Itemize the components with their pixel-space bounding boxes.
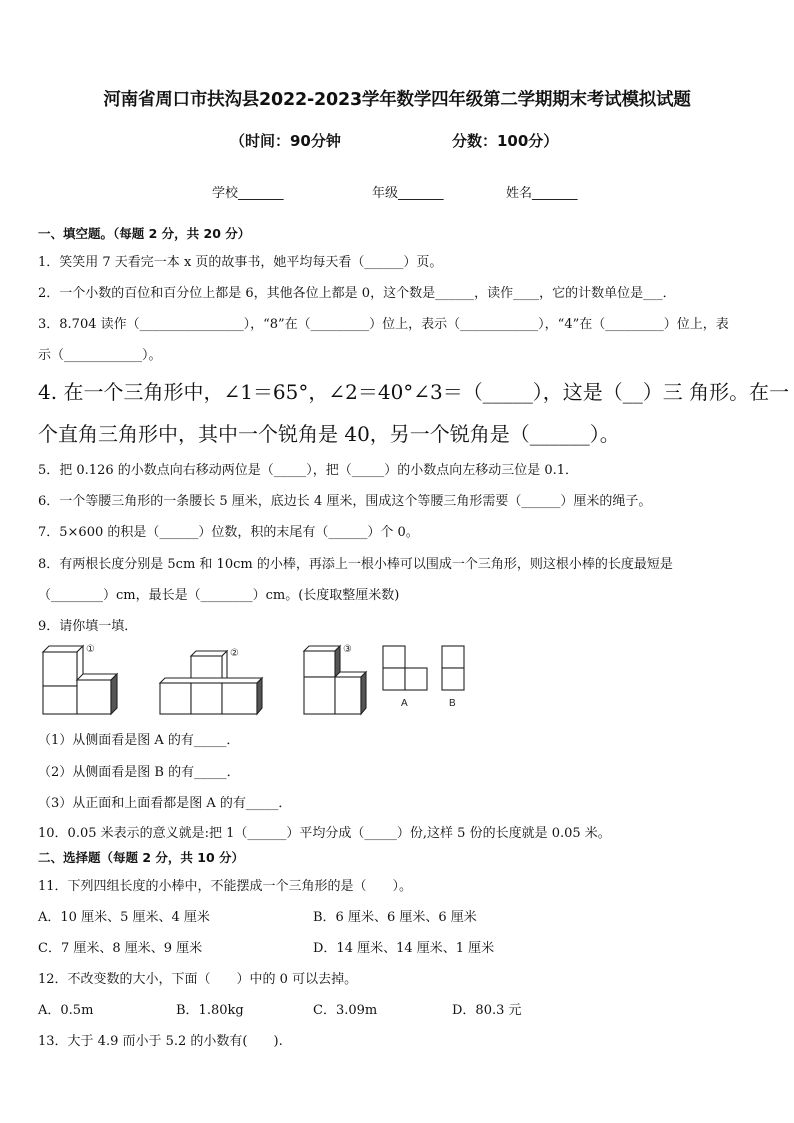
q11-option-d[interactable]: D．14 厘米、14 厘米、1 厘米 [313, 941, 495, 956]
question-1: 1．笑笑用 7 天看完一本 x 页的故事书，她平均每天看（______）页。 [38, 255, 443, 270]
view-b-label: B [449, 698, 456, 709]
exam-title: 河南省周口市扶沟县2022-2023学年数学四年级第二学期期末考试模拟试题 [103, 90, 691, 110]
question-3-line-2: 示（____________）。 [38, 348, 162, 363]
question-4-line-1: 4. 在一个三角形中，∠1＝65°，∠2＝40°∠3＝（_____），这是（__）三 角形。在一 [38, 380, 790, 404]
figure-3-number: ③ [343, 644, 352, 655]
exam-time: （时间：90分钟 [230, 132, 341, 150]
school-field[interactable]: 学校_______ [212, 186, 284, 201]
q12-option-a[interactable]: A．0.5m [38, 1003, 94, 1018]
cube-figure-1 [43, 646, 117, 714]
cube-figure-2 [160, 651, 262, 714]
question-9-3: （3）从正面和上面看都是图 A 的有_____． [38, 796, 292, 811]
view-a [383, 646, 427, 690]
view-b [442, 646, 464, 690]
q12-option-c[interactable]: C．3.09m [313, 1003, 378, 1018]
figure-1-number: ① [86, 644, 95, 655]
q12-option-b[interactable]: B．1.80kg [176, 1003, 244, 1018]
section-fill-heading: 一、填空题。（每题 2 分，共 20 分） [38, 226, 251, 241]
question-9-1: （1）从侧面看是图 A 的有_____． [38, 733, 240, 748]
figure-2-number: ② [230, 648, 239, 659]
exam-score: 分数：100分） [452, 132, 559, 150]
section-choice-heading: 二、选择题（每题 2 分，共 10 分） [38, 850, 245, 865]
cube-figures [38, 642, 478, 722]
q11-option-b[interactable]: B．6 厘米、6 厘米、6 厘米 [313, 910, 477, 925]
name-field[interactable]: 姓名_______ [506, 186, 578, 201]
question-6: 6．一个等腰三角形的一条腰长 5 厘米，底边长 4 厘米，围成这个等腰三角形需要（______）厘米的绳子。 [38, 494, 652, 509]
question-11: 11．下列四组长度的小棒中，不能摆成一个三角形的是（ ）。 [38, 879, 413, 894]
q12-option-d[interactable]: D．80.3 元 [452, 1003, 522, 1018]
grade-field[interactable]: 年级_______ [372, 186, 444, 201]
question-12: 12．不改变数的大小，下面（ ）中的 0 可以去掉。 [38, 972, 358, 987]
question-4-line-2: 个直角三角形中，其中一个锐角是 40，另一个锐角是（______）。 [38, 422, 620, 446]
question-8-line-2: （________）cm，最长是（________）cm。(长度取整厘米数) [38, 588, 400, 603]
q11-option-a[interactable]: A．10 厘米、5 厘米、4 厘米 [38, 910, 210, 925]
question-3-line-1: 3．8.704 读作（________________），“8”在（_________）位上，表示（____________），“4”在（_________）位上，表 [38, 317, 729, 332]
question-10: 10．0.05 米表示的意义就是:把 1（______）平均分成（_____）份,这样 5 份的长度就是 0.05 米。 [38, 826, 611, 841]
question-7: 7．5×600 的积是（______）位数，积的末尾有（______）个 0。 [38, 525, 419, 540]
question-9-2: （2）从侧面看是图 B 的有_____． [38, 765, 240, 780]
question-8-line-1: 8．有两根长度分别是 5cm 和 10cm 的小棒，再添上一根小棒可以围成一个三角形，则这根小棒的长度最短是 [38, 557, 673, 572]
question-5: 5．把 0.126 的小数点向右移动两位是（_____），把（_____）的小数点向左移动三位是 0.1． [38, 463, 579, 478]
question-2: 2．一个小数的百位和百分位上都是 6，其他各位上都是 0，这个数是______，读作____，它的计数单位是___． [38, 286, 676, 301]
cube-figure-3 [304, 646, 366, 714]
question-9: 9．请你填一填． [38, 619, 138, 634]
view-a-label: A [401, 698, 408, 709]
question-13: 13．大于 4.9 而小于 5.2 的小数有( ). [38, 1034, 283, 1049]
q11-option-c[interactable]: C．7 厘米、8 厘米、9 厘米 [38, 941, 203, 956]
